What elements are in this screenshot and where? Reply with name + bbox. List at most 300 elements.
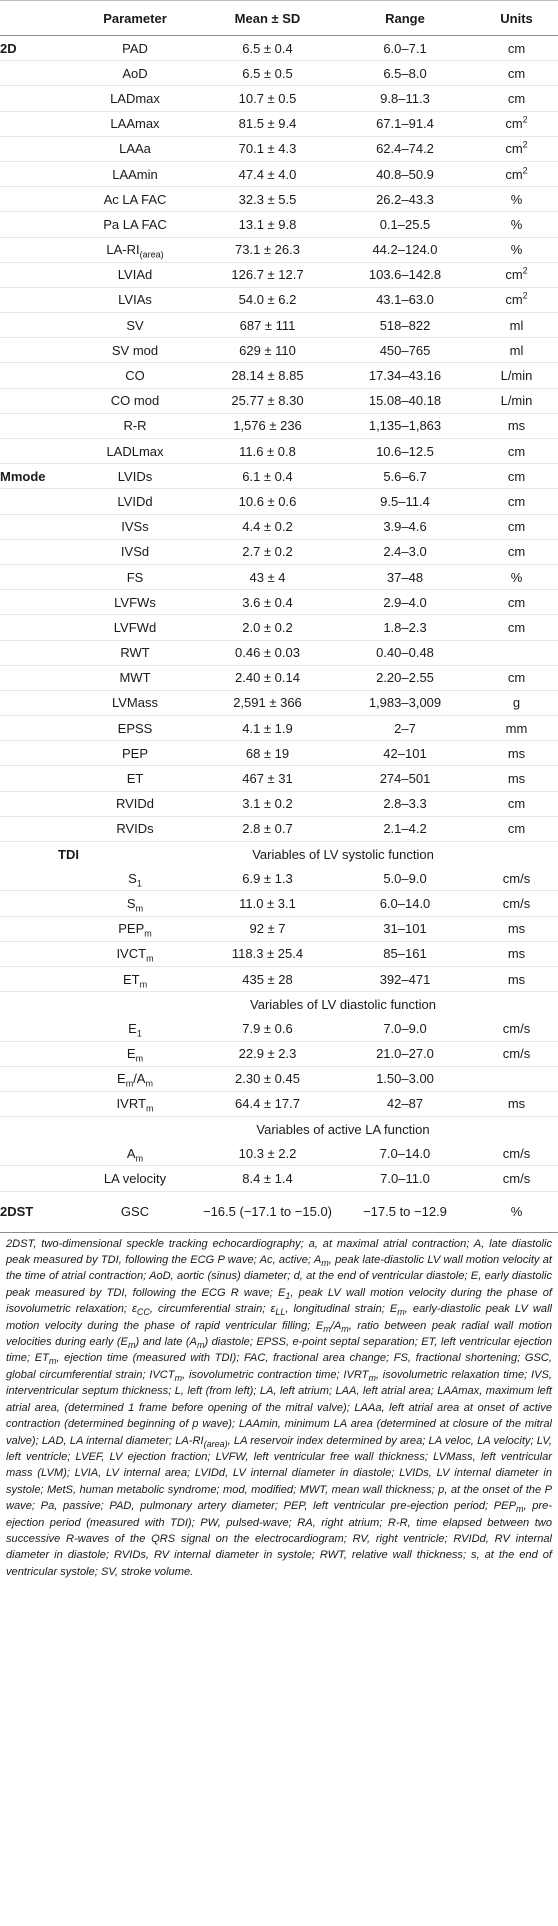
units-cell [475, 439, 558, 464]
units-cell [475, 136, 558, 161]
section-label [0, 363, 70, 388]
parameter-cell [70, 690, 200, 715]
mean-sd-cell: 6.5 ± 0.5 [200, 61, 335, 86]
table-body [0, 36, 558, 1233]
parameter-cell [70, 866, 200, 891]
section-label [0, 665, 70, 690]
range-cell: 1.50–3.00 [335, 1066, 475, 1091]
mean-sd-cell: 126.7 ± 12.7 [200, 262, 335, 287]
units-cell [475, 338, 558, 363]
parameter-name: Ac LA FAC [103, 191, 167, 207]
units-cell [475, 690, 558, 715]
range-cell: 2–7 [335, 716, 475, 741]
units-cell [475, 539, 558, 564]
parameter-cell [70, 741, 200, 766]
range-cell: 5.0–9.0 [335, 866, 475, 891]
section-label [0, 615, 70, 640]
units-cell [475, 1141, 558, 1166]
range-cell: 2.9–4.0 [335, 590, 475, 615]
mean-sd-cell: 2.8 ± 0.7 [200, 816, 335, 841]
units-cell [475, 615, 558, 640]
header-parameter: Parameter [70, 1, 200, 36]
parameter-subscript: 1 [136, 1028, 142, 1039]
footnote-subscript: m [127, 1340, 136, 1351]
range-cell: 37–48 [335, 564, 475, 589]
parameter-name: LVFWd [113, 619, 157, 635]
units-text: cm [505, 166, 523, 182]
units-cell [475, 262, 558, 287]
units-text: cm [505, 141, 523, 157]
section-label [0, 564, 70, 589]
parameter-name: IVCT [116, 946, 147, 962]
parameter-cell [70, 941, 200, 966]
parameter-name: CO [125, 368, 145, 384]
parameter-cell [70, 514, 200, 539]
table-row [0, 590, 558, 615]
footnote-text: ) diastole; EPSS, e-point septal separation; ET, left ventricular ejection time; ET [6, 1336, 552, 1365]
section-label: 2DST [0, 1191, 70, 1232]
parameter-name: LAAmax [110, 116, 160, 132]
parameter-cell [70, 161, 200, 186]
range-cell: 43.1–63.0 [335, 287, 475, 312]
units-cell [475, 187, 558, 212]
units-text: L/min [500, 368, 533, 384]
units-text: mm [505, 720, 528, 736]
units-text: ms [507, 921, 526, 937]
parameter-name: ET [122, 971, 140, 987]
range-cell: 26.2–43.3 [335, 187, 475, 212]
parameter-name: A [126, 1145, 136, 1161]
parameter-subscript: m [135, 1053, 144, 1064]
mean-sd-cell: 92 ± 7 [200, 916, 335, 941]
range-cell: 9.5–11.4 [335, 489, 475, 514]
mean-sd-cell: 32.3 ± 5.5 [200, 187, 335, 212]
mean-sd-cell: 8.4 ± 1.4 [200, 1166, 335, 1191]
mean-sd-cell: 54.0 ± 6.2 [200, 287, 335, 312]
range-cell: 31–101 [335, 916, 475, 941]
table-row [0, 891, 558, 916]
section-label [0, 237, 70, 262]
table-row [0, 816, 558, 841]
parameter-name: PEP [121, 745, 148, 761]
parameter-name: LADLmax [106, 443, 164, 459]
section-label [0, 338, 70, 363]
parameter-name: LA-RI [106, 242, 140, 258]
table-header-row [0, 1, 558, 36]
section-label [0, 916, 70, 941]
range-cell: 6.0–7.1 [335, 36, 475, 61]
mean-sd-cell: 47.4 ± 4.0 [200, 161, 335, 186]
footnote-subscript: m [321, 1258, 329, 1269]
table-row [0, 1041, 558, 1066]
footnote-text: ) and late (A [135, 1336, 197, 1349]
parameter-cell [70, 966, 200, 991]
range-cell: 7.0–14.0 [335, 1141, 475, 1166]
range-cell: 1,983–3,009 [335, 690, 475, 715]
parameter-name: FS [126, 569, 144, 585]
table-row [0, 1016, 558, 1041]
section-label [0, 136, 70, 161]
parameter-name: LA velocity [103, 1171, 167, 1187]
range-cell: 9.8–11.3 [335, 86, 475, 111]
section-label [0, 439, 70, 464]
section-label [0, 816, 70, 841]
units-text: ms [507, 745, 526, 761]
units-cell [475, 388, 558, 413]
parameter-name: LAAmin [112, 166, 158, 182]
mean-sd-cell: 73.1 ± 26.3 [200, 237, 335, 262]
mean-sd-cell: 629 ± 110 [200, 338, 335, 363]
units-text: cm/s [502, 870, 531, 886]
section-label [0, 1016, 70, 1041]
units-cell [475, 564, 558, 589]
table-row [0, 615, 558, 640]
parameter-name: PEP [118, 921, 145, 937]
parameter-cell [70, 86, 200, 111]
parameter-cell [70, 590, 200, 615]
range-cell: 450–765 [335, 338, 475, 363]
parameter-cell [70, 539, 200, 564]
parameter-name: LADmax [110, 90, 160, 106]
parameter-subscript: m [135, 903, 144, 914]
mean-sd-cell: 2.30 ± 0.45 [200, 1066, 335, 1091]
table-row [0, 489, 558, 514]
mean-sd-cell: 467 ± 31 [200, 766, 335, 791]
units-cell [475, 1016, 558, 1041]
units-cell [475, 161, 558, 186]
parameter-cell [70, 1191, 200, 1232]
section-label [0, 1041, 70, 1066]
section-label [0, 161, 70, 186]
units-cell [475, 464, 558, 489]
units-text: cm/s [502, 1145, 531, 1161]
mean-sd-cell: 6.1 ± 0.4 [200, 464, 335, 489]
range-cell: 44.2–124.0 [335, 237, 475, 262]
footnote-subscript: m [323, 1323, 331, 1334]
mean-sd-cell: 3.6 ± 0.4 [200, 590, 335, 615]
parameter-name: SV mod [111, 342, 159, 358]
range-cell: 2.1–4.2 [335, 816, 475, 841]
units-text: cm [507, 443, 526, 459]
range-cell: 2.8–3.3 [335, 791, 475, 816]
section-label [0, 891, 70, 916]
units-text: cm [507, 90, 526, 106]
mean-sd-cell: 25.77 ± 8.30 [200, 388, 335, 413]
mean-sd-cell: 10.7 ± 0.5 [200, 86, 335, 111]
units-cell [475, 111, 558, 136]
table-row [0, 262, 558, 287]
parameter-name: RVIDd [115, 796, 155, 812]
mean-sd-cell: 6.9 ± 1.3 [200, 866, 335, 891]
range-cell: 85–161 [335, 941, 475, 966]
table-footnote [0, 1233, 558, 1581]
parameter-subscript: m [125, 1078, 134, 1089]
units-cell [475, 36, 558, 61]
table-row [0, 1066, 558, 1091]
range-cell: 17.34–43.16 [335, 363, 475, 388]
section-label [0, 489, 70, 514]
mean-sd-cell: 28.14 ± 8.85 [200, 363, 335, 388]
range-cell: 0.1–25.5 [335, 212, 475, 237]
range-cell: 40.8–50.9 [335, 161, 475, 186]
units-text: ms [507, 971, 526, 987]
units-text: cm [507, 619, 526, 635]
subheading-label: Variables of LV systolic function [252, 846, 434, 862]
table-row [0, 212, 558, 237]
table-row [0, 237, 558, 262]
section-label [0, 212, 70, 237]
parameter-name: RVIDs [116, 821, 154, 837]
units-cell [475, 1091, 558, 1116]
parameter-cell [70, 816, 200, 841]
header-units: Units [475, 1, 558, 36]
section-label [0, 388, 70, 413]
units-cell [475, 665, 558, 690]
parameter-cell [70, 1066, 200, 1091]
units-text: cm [507, 594, 526, 610]
range-cell: 1,135–1,863 [335, 413, 475, 438]
mean-sd-cell: 11.6 ± 0.8 [200, 439, 335, 464]
parameter-name: LVIAs [118, 292, 152, 308]
parameter-subscript: m [145, 1104, 154, 1115]
units-text: ms [507, 1096, 526, 1112]
section-label [0, 287, 70, 312]
parameter-cell [70, 61, 200, 86]
footnote-text: , peak LV wall motion velocity during the phase of isovolumetric relaxation; ε [6, 1286, 552, 1316]
parameter-name: IVSs [121, 519, 149, 535]
range-cell: 7.0–11.0 [335, 1166, 475, 1191]
units-text: ml [509, 317, 524, 333]
parameter-name: LVIAd [117, 267, 153, 283]
section-label [0, 539, 70, 564]
units-text: % [510, 216, 523, 232]
range-cell: 21.0–27.0 [335, 1041, 475, 1066]
section-label [0, 1117, 70, 1142]
units-cell [475, 489, 558, 514]
section-label [0, 111, 70, 136]
parameter-cell [70, 388, 200, 413]
parameter-cell [70, 1016, 200, 1041]
units-text: cm/s [502, 895, 531, 911]
parameter-name-part: /A [133, 1071, 146, 1087]
range-cell: 2.4–3.0 [335, 539, 475, 564]
header-section [0, 1, 70, 36]
parameter-cell [70, 1166, 200, 1191]
table-row [0, 363, 558, 388]
section-label [0, 1066, 70, 1091]
mean-sd-cell: 687 ± 111 [200, 313, 335, 338]
units-text: ml [509, 342, 524, 358]
section-label [0, 866, 70, 891]
parameter-cell [70, 1091, 200, 1116]
parameter-name: R-R [123, 418, 147, 434]
parameter-name: CO mod [110, 393, 160, 409]
footnote-subscript: m [174, 1373, 183, 1384]
units-cell [475, 891, 558, 916]
parameter-cell [70, 791, 200, 816]
parameter-name: E [128, 1020, 137, 1036]
parameter-name: LVMass [112, 695, 158, 711]
section-label [0, 61, 70, 86]
mean-sd-cell: 10.3 ± 2.2 [200, 1141, 335, 1166]
table-row [0, 161, 558, 186]
parameter-name: E [126, 1046, 136, 1062]
table-row [0, 766, 558, 791]
footnote-text: 2DST, two-dimensional speckle tracking echocardiography; a, at maximal atrial contraction; A, late diastolic peak measured by TDI, following the ECG P wave; Ac, active; A [6, 1237, 552, 1267]
range-cell: 518–822 [335, 313, 475, 338]
footnote-text: , isovolumetric relaxation time; IVS, interventricular septum thickness; L, left (from left); LA, left atrium; LAA, left atrial area; LAAmax, maximum left atrial area, (determined 1 frame before opening of the mitral valve); LAAa, left atrial area at onset of active contraction (determined beginning of p wave); LAAmin, minimum LA area (determined at closure of the mitral valve); LAD, LA internal diameter; LA-RI [6, 1368, 553, 1447]
units-cell [475, 1166, 558, 1191]
parameter-name: IVRT [116, 1096, 146, 1112]
table-row [0, 338, 558, 363]
parameter-name: GSC [120, 1204, 150, 1220]
footnote-text: , isovolumetric contraction time; IVRT [182, 1368, 369, 1381]
footnote-subscript: m [341, 1323, 349, 1334]
parameter-name: PAD [122, 40, 148, 56]
table-row [0, 741, 558, 766]
range-cell: 3.9–4.6 [335, 514, 475, 539]
footnote-subscript: (area) [203, 1438, 228, 1449]
section-label [0, 1141, 70, 1166]
parameter-cell [70, 766, 200, 791]
parameter-cell [70, 665, 200, 690]
units-cell [475, 313, 558, 338]
mean-sd-cell: 0.46 ± 0.03 [200, 640, 335, 665]
mean-sd-cell: 13.1 ± 9.8 [200, 212, 335, 237]
table-row [0, 1166, 558, 1191]
footnote-text: , LA reservoir index determined by area; LA veloc, LA velocity; LV, left ventricle; LVEF, LV ejection fraction; LVFW, left ventricular free wall thickness; LVMass, left ventricular mass (LVM); LVIA, LV internal area; LVIDd, LV internal diameter in diastole; LVIDs, LV internal diameter in systole; MetS, human metabolic syndrome; mod, modified; MWT, mean wall thickness; p, at the onset of the P wave; Pa, passive; PAD, pulmonary artery diameter; PEP, left ventricular pre-ejection period; PEP [6, 1434, 552, 1513]
units-text: cm/s [502, 1020, 531, 1036]
section-label [0, 514, 70, 539]
range-cell: 15.08–40.18 [335, 388, 475, 413]
mean-sd-cell: 7.9 ± 0.6 [200, 1016, 335, 1041]
range-cell: 1.8–2.3 [335, 615, 475, 640]
units-superscript: 2 [522, 165, 528, 176]
parameter-cell [70, 916, 200, 941]
footnote-subscript: 1 [285, 1291, 291, 1302]
table-row [0, 514, 558, 539]
parameter-cell [70, 1041, 200, 1066]
parameter-name: LVIDs [117, 468, 153, 484]
units-cell [475, 1191, 558, 1232]
parameter-name: SV [126, 317, 144, 333]
table-row [0, 464, 558, 489]
subheading-row [0, 1117, 558, 1142]
footnote-text: , pre-ejection period (measured with TDI); PW, pulsed-wave; RA, right atrium; R-R, time elapsed between two successive R-waves of the QRS signal on the electrocardiogram; RV, right ventricle; RVIDd, RV internal diameter in diastole; RVIDs, RV internal diameter in systole; RWT, relative wall thickness; s, at the end of ventricular systole; SV, stroke volume. [6, 1500, 552, 1578]
section-label [0, 992, 70, 1017]
mean-sd-cell: 2,591 ± 366 [200, 690, 335, 715]
mean-sd-cell: 3.1 ± 0.2 [200, 791, 335, 816]
subheading-label: Variables of LV diastolic function [250, 996, 436, 1012]
mean-sd-cell: 2.40 ± 0.14 [200, 665, 335, 690]
section-label [0, 1166, 70, 1191]
units-text: cm [505, 116, 523, 132]
units-cell [475, 514, 558, 539]
parameter-cell [70, 1141, 200, 1166]
table-row [0, 640, 558, 665]
table-row [0, 413, 558, 438]
section-label [0, 640, 70, 665]
table-row [0, 313, 558, 338]
units-superscript: 2 [522, 114, 528, 125]
parameter-cell [70, 615, 200, 640]
units-cell [475, 61, 558, 86]
table-row [0, 86, 558, 111]
footnote-subscript: LL [275, 1307, 286, 1318]
units-text: ms [507, 418, 526, 434]
table-row [0, 1141, 558, 1166]
range-cell: 7.0–9.0 [335, 1016, 475, 1041]
parameter-name: IVSd [120, 544, 150, 560]
range-cell: 62.4–74.2 [335, 136, 475, 161]
units-cell [475, 716, 558, 741]
section-label [0, 1091, 70, 1116]
units-text: cm [507, 670, 526, 686]
parameter-subscript: m [144, 928, 152, 939]
table-row [0, 1191, 558, 1232]
footnote-text: , early-diastolic peak LV wall motion velocity during the phase of rapid ventricular filling; E [6, 1303, 552, 1332]
table-row [0, 539, 558, 564]
parameter-name: E [117, 1071, 126, 1087]
units-cell [475, 791, 558, 816]
table-row [0, 916, 558, 941]
table-row [0, 690, 558, 715]
table-row [0, 388, 558, 413]
table-row [0, 187, 558, 212]
footnote-text: , longitudinal strain; E [285, 1303, 398, 1316]
units-cell [475, 287, 558, 312]
footnote-subscript: m [397, 1307, 405, 1318]
units-superscript: 2 [522, 291, 528, 302]
section-label [0, 791, 70, 816]
mean-sd-cell: 2.0 ± 0.2 [200, 615, 335, 640]
units-text: % [510, 1204, 523, 1220]
units-cell [475, 413, 558, 438]
mean-sd-cell: 435 ± 28 [200, 966, 335, 991]
units-text: cm [507, 821, 526, 837]
mean-sd-cell: 11.0 ± 3.1 [200, 891, 335, 916]
footnote-text: /A [330, 1319, 342, 1332]
units-text: cm [507, 796, 526, 812]
units-cell [475, 941, 558, 966]
footnote-subscript: m [196, 1340, 205, 1351]
units-text: % [510, 191, 523, 207]
units-text: L/min [500, 393, 533, 409]
section-label [0, 187, 70, 212]
footnote-text: , ejection time (measured with TDI); FAC, fractional area change; FS, fractional shortening; GSC, global circumferential strain; IVCT [6, 1352, 552, 1381]
units-text: % [510, 242, 523, 258]
units-cell [475, 590, 558, 615]
units-superscript: 2 [522, 140, 528, 151]
parameter-cell [70, 489, 200, 514]
units-cell [475, 766, 558, 791]
mean-sd-cell: 10.6 ± 0.6 [200, 489, 335, 514]
section-label [0, 766, 70, 791]
parameter-cell [70, 237, 200, 262]
parameter-subscript: m [145, 1078, 153, 1089]
units-text: cm/s [502, 1046, 531, 1062]
footnote-text: , peak late-diastolic LV wall motion velocity at the time of atrial contraction; AoD, aortic (sinus) diameter; d, at the end of ventricular diastole; E, early diastolic peak measured by TDI, following the ECG R wave; E [6, 1254, 552, 1299]
parameter-name: RWT [120, 645, 150, 661]
table-row [0, 439, 558, 464]
section-label: TDI [58, 846, 79, 862]
parameter-name: LAAa [119, 141, 151, 157]
range-cell: 67.1–91.4 [335, 111, 475, 136]
units-cell [475, 966, 558, 991]
table-row [0, 36, 558, 61]
section-label [0, 690, 70, 715]
units-cell [475, 86, 558, 111]
